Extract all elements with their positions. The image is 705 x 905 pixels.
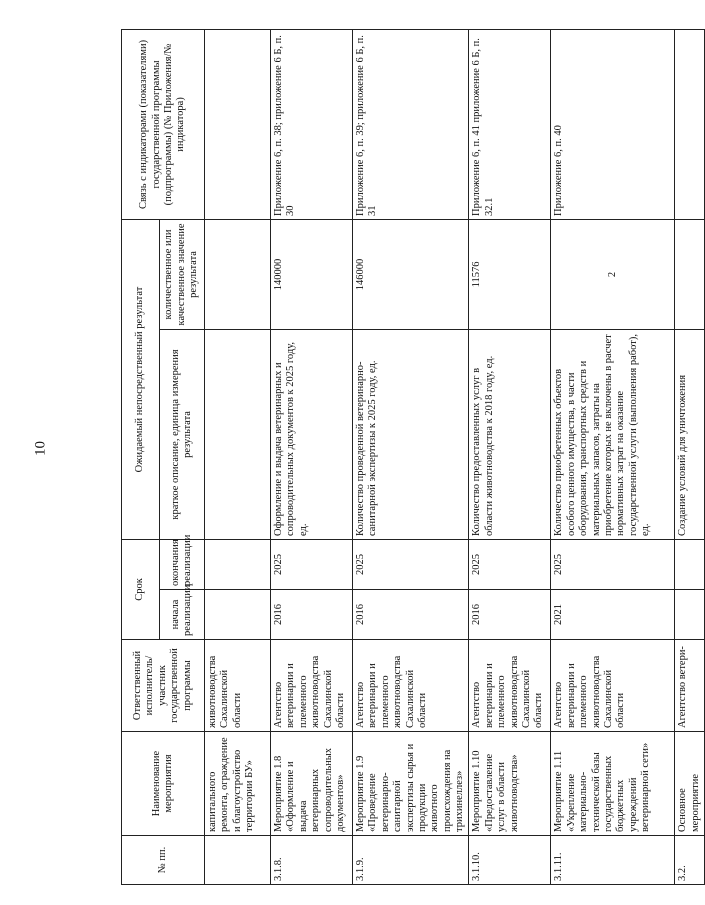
header-name: Наименование мероприятия (122, 732, 205, 836)
table-row (675, 29, 705, 884)
row-num: 3.1.9. (353, 836, 469, 885)
row-num: 3.1.10. (469, 836, 551, 885)
header-result-desc: краткое описание, единица измерения результата (160, 329, 205, 539)
header-result: Ожидаемый непосредственный результат (122, 219, 160, 539)
row-start: 2021 (551, 590, 675, 640)
row-link (205, 29, 271, 219)
row-num: 3.1.11. (551, 836, 675, 885)
row-num: 3.2. (675, 836, 705, 885)
row-end (205, 539, 271, 589)
row-value: 140000 (271, 219, 353, 329)
row-num: 3.1.8. (271, 836, 353, 885)
row-end: 2025 (551, 539, 675, 589)
row-value: 146000 (353, 219, 469, 329)
row-end (675, 539, 705, 589)
row-desc: Оформление и выдача ветеринарных и сопроводительных документов к 2025 году, ед. (271, 329, 353, 539)
row-name: капитального ремонта, ограждение и благоустройство территории БУ» (205, 732, 271, 836)
header-term-end: окончания реализации (160, 539, 205, 589)
row-responsible: Агентство ветери- (675, 640, 705, 732)
row-desc: Количество проведенной ветеринарно-санитарной экспертизы к 2025 году, ед. (353, 329, 469, 539)
row-value: 11576 (469, 219, 551, 329)
row-name: Мероприятие 1.8 «Оформление и выдача ветеринарных сопроводительных документов» (271, 732, 353, 836)
row-link: Приложение 6, п. 39; приложение 6 Б, п. 31 (353, 29, 469, 219)
row-responsible: Агентство ветеринарии и племенного животноводства Сахалинской области (271, 640, 353, 732)
header-num: № пп. (122, 836, 205, 885)
table-row (353, 29, 469, 884)
row-desc: Создание условий для уничтожения (675, 329, 705, 539)
row-desc (205, 329, 271, 539)
row-end: 2025 (353, 539, 469, 589)
row-link: Приложение 6, п. 41 приложение 6 Б, п. 32.1 (469, 29, 551, 219)
row-value (205, 219, 271, 329)
table-row (205, 29, 271, 884)
row-responsible: Агентство ветеринарии и племенного животноводства Сахалинской области (551, 640, 675, 732)
row-start: 2016 (353, 590, 469, 640)
page-number: 10 (32, 441, 49, 456)
row-num (205, 836, 271, 885)
row-responsible: Агентство ветеринарии и племенного животноводства Сахалинской области (353, 640, 469, 732)
header-responsible: Ответственный исполнитель/участник государственной программы (122, 640, 205, 732)
row-desc: Количество приобретенных объектов особого ценного имущества, в части оборудования, транспортных средств и материальных запасов, затраты на приобретение которых не включены в расчет нормативных затрат на оказание государственной услуги (выполнения работ), ед. (551, 329, 675, 539)
row-name: Мероприятие 1.11 «Укрепление материально-технической базы государственных бюджетных учреждений ветеринарной сети» (551, 732, 675, 836)
header-indicator-link: Связь с индикаторами (показателями) государственной программы (подпрограммы) (№ Приложения/№ индикатора) (122, 29, 205, 219)
row-responsible: животноводства Сахалинской области (205, 640, 271, 732)
row-desc: Количество предоставленных услуг в области животноводства к 2018 году, ед. (469, 329, 551, 539)
row-value (675, 219, 705, 329)
row-start (205, 590, 271, 640)
header-result-value: количественное или качественное значение результата (160, 219, 205, 329)
row-name: Основное мероприятие (675, 732, 705, 836)
row-end: 2025 (469, 539, 551, 589)
row-start (675, 590, 705, 640)
table-row (551, 29, 675, 884)
rotated-table-container (121, 30, 701, 885)
events-table (121, 29, 705, 885)
row-start: 2016 (271, 590, 353, 640)
row-start: 2016 (469, 590, 551, 640)
table-row (271, 29, 353, 884)
row-name: Мероприятие 1.9 «Проведение ветеринарно-санитарной экспертизы сырья и продукции животного происхождения на трихинеллез» (353, 732, 469, 836)
row-link (675, 29, 705, 219)
row-link: Приложение 6, п. 38; приложение 6 Б, п. 30 (271, 29, 353, 219)
row-value: 2 (551, 219, 675, 329)
header-term-start: начала реализации (160, 590, 205, 640)
row-end: 2025 (271, 539, 353, 589)
row-name: Мероприятие 1.10 «Предоставление услуг в области животноводства» (469, 732, 551, 836)
header-term: Срок (122, 539, 160, 639)
row-link: Приложение 6, п. 40 (551, 29, 675, 219)
table-row (469, 29, 551, 884)
row-responsible: Агентство ветеринарии и племенного животноводства Сахалинской области (469, 640, 551, 732)
